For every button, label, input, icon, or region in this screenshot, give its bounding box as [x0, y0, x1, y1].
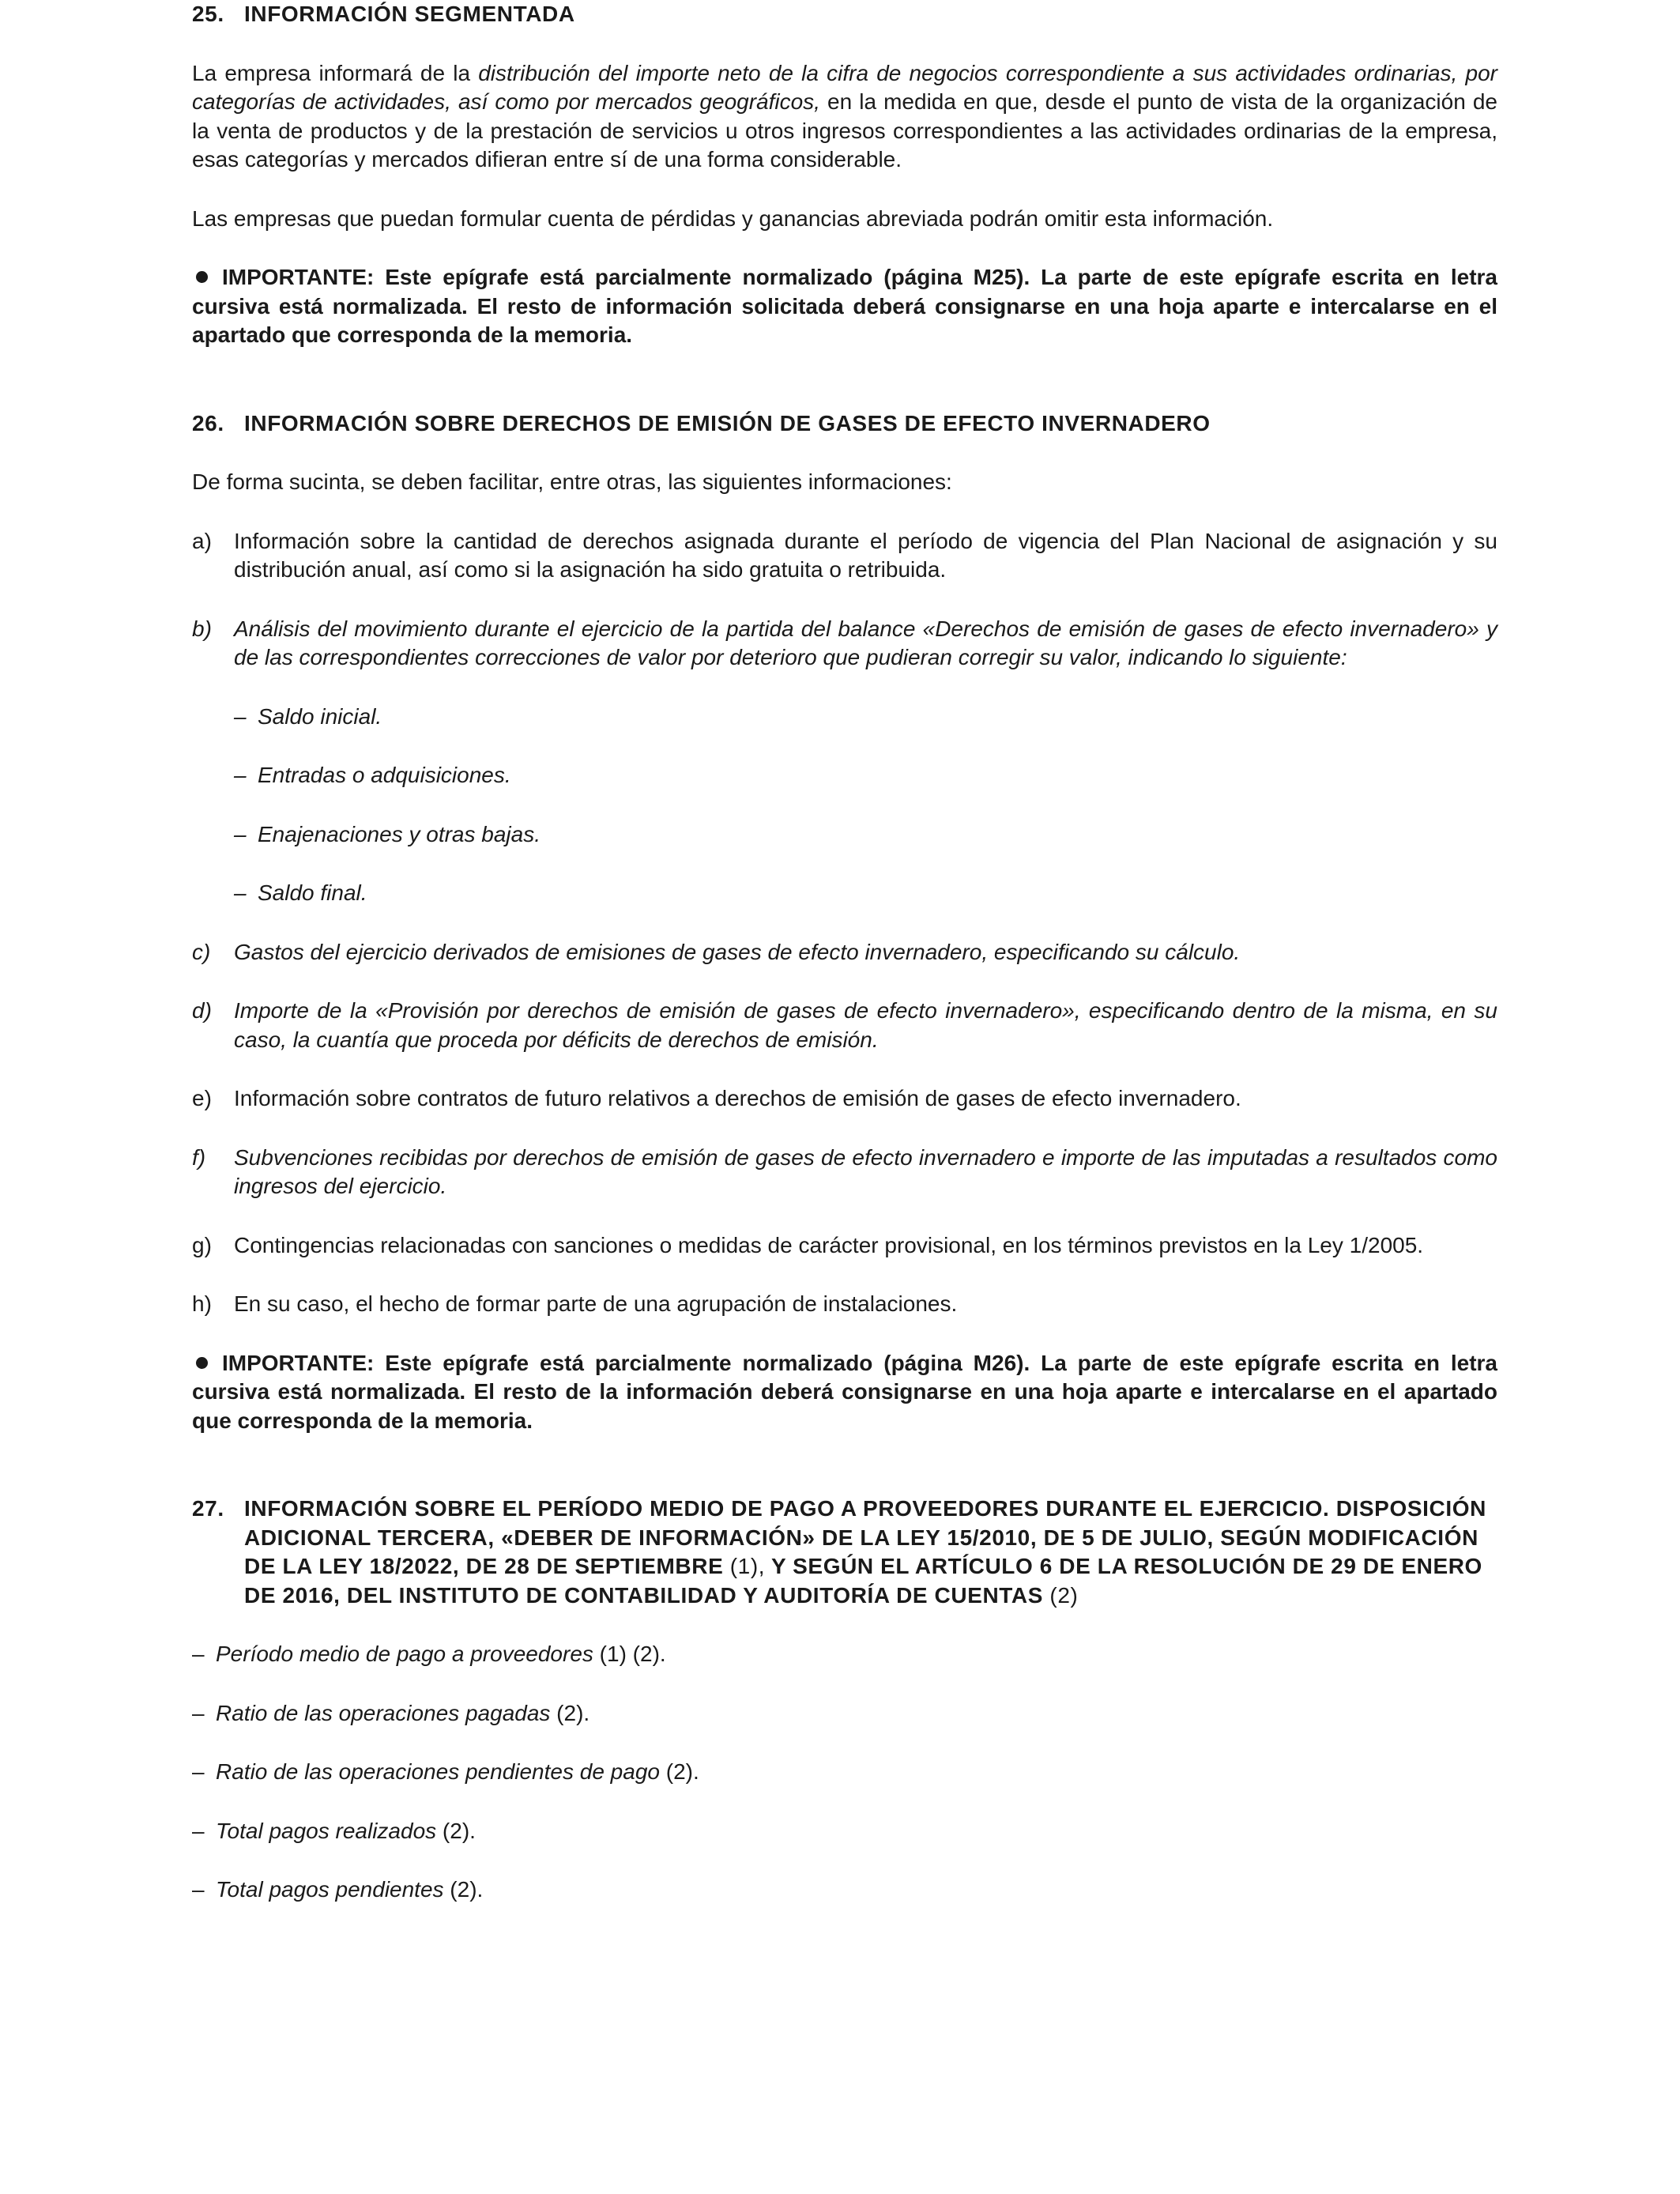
list-letter: f) [192, 1144, 206, 1170]
sub-list-text: Saldo inicial. [258, 703, 382, 729]
footnote-ref: (2). [659, 1759, 699, 1784]
list-text: Subvenciones recibidas por derechos de emisión de gases de efecto invernadero e importe de las imputadas a resultados como ingresos del ejercicio. [234, 1144, 1497, 1198]
list-item-f [192, 1144, 1497, 1201]
section-25-important-note [192, 263, 1497, 350]
list-text: En su caso, el hecho de formar parte de una agrupación de instalaciones. [234, 1291, 958, 1316]
section-title [244, 1495, 1497, 1610]
section-number: 27. [192, 1496, 224, 1521]
sub-list-item [234, 879, 1497, 908]
dash-marker: – [234, 763, 247, 787]
list-letter: h) [192, 1291, 212, 1316]
item-text: Total pagos realizados [216, 1818, 437, 1843]
dash-marker: – [192, 1642, 205, 1666]
section-27-heading [192, 1495, 1497, 1610]
footnote-ref: (1), [723, 1554, 766, 1578]
list-text: Información sobre contratos de futuro relativos a derechos de emisión de gases de efecto invernadero. [234, 1086, 1241, 1110]
footnote-ref: (2). [436, 1818, 476, 1843]
sub-list-text: Enajenaciones y otras bajas. [258, 821, 541, 846]
list-item-h [192, 1290, 1497, 1319]
section-number: 26. [192, 410, 224, 435]
list-letter: b) [192, 616, 212, 641]
list-item-e [192, 1084, 1497, 1114]
item-text: Ratio de las operaciones pendientes de pago [216, 1759, 660, 1784]
list-text: Análisis del movimiento durante el ejercicio de la partida del balance «Derechos de emisión de gases de efecto invernadero» y de las correspondientes correcciones de valor por deterioro que pudieran corregir su valor, indicando lo siguiente: [234, 616, 1497, 669]
section-number: 25. [192, 2, 224, 26]
list-letter: c) [192, 939, 211, 964]
important-text: IMPORTANTE: Este epígrafe está parcialmente normalizado (página M26). La parte de este epígrafe escrita en letra cursiva está normalizada. El resto de la información deberá consignarse en una hoja aparte e intercalarse en el apartado que corresponda de la memoria. [192, 1350, 1497, 1433]
section-26-heading [192, 409, 1497, 439]
section-25-heading [192, 0, 1497, 29]
title-part: Y SEGÚN EL ARTÍCULO 6 DE LA RESOLUCIÓN DE 29 DE ENERO DE 2016, DEL INSTITUTO DE CONTABILIDAD Y AUDITORÍA DE CUENTAS [244, 1554, 1482, 1608]
list-letter: d) [192, 998, 212, 1023]
dash-marker: – [192, 1818, 205, 1843]
list-text: Gastos del ejercicio derivados de emisiones de gases de efecto invernadero, especificando su cálculo. [234, 939, 1241, 964]
footnote-ref: (1) (2). [593, 1642, 666, 1666]
sub-list-item [234, 820, 1497, 850]
item-text: Total pagos pendientes [216, 1877, 444, 1902]
bullet-icon [196, 271, 208, 283]
section-25-paragraph-1 [192, 59, 1497, 175]
dash-marker: – [234, 880, 247, 905]
title-part: INFORMACIÓN SOBRE EL PERÍODO MEDIO DE PAGO A PROVEEDORES DURANTE EL EJERCICIO. DISPOSICIÓN ADICIONAL TERCERA, «DEBER DE INFORMACIÓN» DE LA LEY 15/2010, DE 5 DE JULIO, SEGÚN MODIFICACIÓN DE LA LEY 18/2022, DE 28 DE SEPTIEMBRE [244, 1496, 1486, 1578]
section-26-intro: De forma sucinta, se deben facilitar, entre otras, las siguientes informaciones: [192, 469, 952, 494]
footnote-ref: (2) [1043, 1582, 1079, 1608]
list-item-b [192, 615, 1497, 673]
bullet-icon [196, 1357, 208, 1369]
list-item-a [192, 527, 1497, 585]
sub-list-text: Saldo final. [258, 880, 367, 905]
footnote-ref: (2). [443, 1877, 484, 1902]
list-item-d [192, 997, 1497, 1054]
important-text: IMPORTANTE: Este epígrafe está parcialmente normalizado (página M25). La parte de este epígrafe escrita en letra cursiva está normalizada. El resto de información solicitada deberá consignarse en una hoja aparte e intercalarse en el apartado que corresponda de la memoria. [192, 265, 1497, 347]
payment-info-item [192, 1699, 1497, 1728]
section-25-paragraph-2: Las empresas que puedan formular cuenta de pérdidas y ganancias abreviada podrán omitir esta información. [192, 205, 1274, 231]
payment-info-item [192, 1875, 1497, 1905]
dash-marker: – [234, 703, 247, 729]
footnote-ref: (2). [550, 1700, 590, 1725]
dash-marker: – [192, 1877, 205, 1902]
dash-marker: – [192, 1759, 205, 1784]
list-letter: g) [192, 1232, 212, 1257]
italic-span: distribución del importe neto de la cifra de negocios correspondiente a sus actividades ordinarias, por categorías de actividades, así como por mercados geográficos, [192, 60, 1497, 114]
item-text: Ratio de las operaciones pagadas [216, 1700, 551, 1725]
list-letter: a) [192, 528, 212, 553]
sub-list [192, 703, 1497, 908]
list-item-c [192, 938, 1497, 967]
section-26-important-note [192, 1349, 1497, 1436]
list-item-g [192, 1231, 1497, 1261]
sub-list-item [234, 761, 1497, 790]
section-title: INFORMACIÓN SEGMENTADA [244, 2, 575, 26]
dash-marker: – [234, 821, 247, 846]
list-text: Contingencias relacionadas con sanciones o medidas de carácter provisional, en los términos previstos en la Ley 1/2005. [234, 1232, 1424, 1257]
sub-list-item [234, 703, 1497, 732]
payment-info-item [192, 1817, 1497, 1846]
sub-list-text: Entradas o adquisiciones. [258, 763, 511, 787]
document-page [192, 0, 1497, 1905]
text-span: La empresa informará de la [192, 60, 479, 85]
payment-info-item [192, 1758, 1497, 1787]
section-title: INFORMACIÓN SOBRE DERECHOS DE EMISIÓN DE GASES DE EFECTO INVERNADERO [244, 410, 1211, 435]
payment-info-item [192, 1640, 1497, 1669]
item-text: Período medio de pago a proveedores [216, 1642, 593, 1666]
dash-marker: – [192, 1700, 205, 1725]
list-text: Importe de la «Provisión por derechos de emisión de gases de efecto invernadero», especificando dentro de la misma, en su caso, la cuantía que proceda por déficits de derechos de emisión. [234, 998, 1497, 1052]
list-text: Información sobre la cantidad de derechos asignada durante el período de vigencia del Plan Nacional de asignación y su distribución anual, así como si la asignación ha sido gratuita o retribuida. [234, 528, 1497, 582]
list-letter: e) [192, 1086, 212, 1110]
text-span: en la medida en que, desde el punto de vista de la organización de la venta de productos y de la prestación de servicios u otros ingresos correspondientes a las actividades ordinarias de la empresa, esas categorías y mercados difieran entre sí de una forma considerable. [192, 89, 1498, 172]
